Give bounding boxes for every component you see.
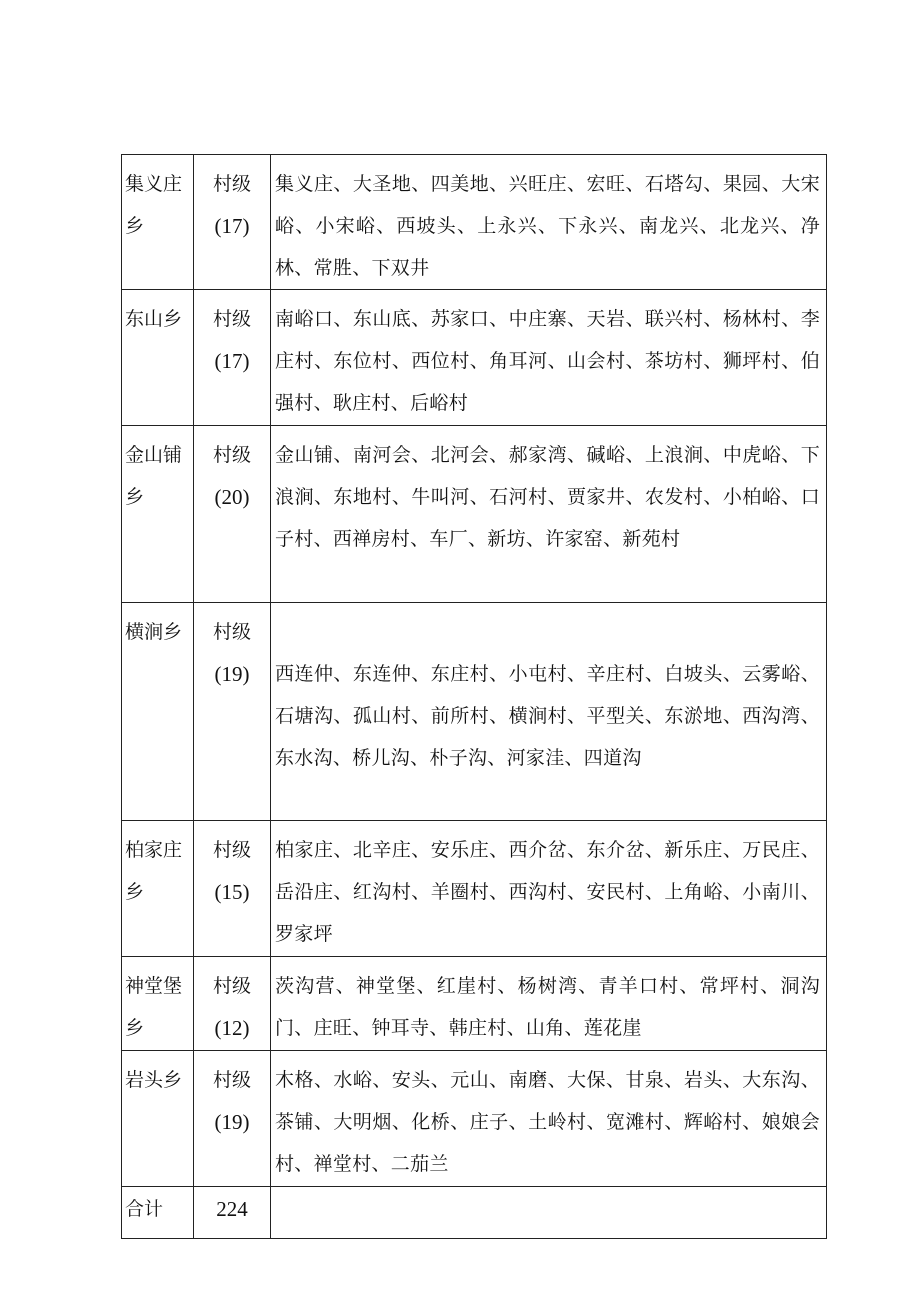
town-name-cell: 东山乡 <box>122 290 194 426</box>
table-row <box>122 426 827 603</box>
level-label: 村级 <box>212 1069 251 1091</box>
village-table <box>121 154 827 1239</box>
village-list-cell: 金山铺、南河会、北河会、郝家湾、碱峪、上浪涧、中虎峪、下浪涧、东地村、牛叫河、石河村、贾家井、农发村、小柏峪、口子村、西禅房村、车厂、新坊、许家窑、新苑村 <box>271 426 827 603</box>
village-count-cell <box>194 603 271 821</box>
village-count-cell <box>194 426 271 603</box>
village-count: (12) <box>214 1016 250 1040</box>
town-name-cell: 岩头乡 <box>122 1051 194 1187</box>
level-label: 村级 <box>212 621 251 643</box>
table-row <box>122 603 827 821</box>
level-label: 村级 <box>212 839 251 861</box>
town-name-cell: 横涧乡 <box>122 603 194 821</box>
town-name-cell: 集义庄乡 <box>122 155 194 290</box>
village-count-cell <box>194 957 271 1051</box>
total-label: 合计 <box>122 1187 194 1239</box>
town-name-cell: 柏家庄乡 <box>122 821 194 957</box>
level-label: 村级 <box>212 173 251 195</box>
village-list-cell: 柏家庄、北辛庄、安乐庄、西介岔、东介岔、新乐庄、万民庄、岳沿庄、红沟村、羊圈村、西沟村、安民村、上角峪、小南川、罗家坪 <box>271 821 827 957</box>
village-list-cell: 西连仲、东连仲、东庄村、小屯村、辛庄村、白坡头、云雾峪、石塘沟、孤山村、前所村、横涧村、平型关、东淤地、西沟湾、东水沟、桥儿沟、朴子沟、河家洼、四道沟 <box>271 603 827 821</box>
table-row <box>122 1051 827 1187</box>
table-row <box>122 821 827 957</box>
village-count: (19) <box>214 662 250 686</box>
level-label: 村级 <box>212 975 251 997</box>
table-row <box>122 290 827 426</box>
village-count-cell <box>194 821 271 957</box>
village-count: (20) <box>214 485 250 509</box>
table-row <box>122 957 827 1051</box>
village-count-cell <box>194 1051 271 1187</box>
level-label: 村级 <box>212 308 251 330</box>
village-list-cell: 木格、水峪、安头、元山、南磨、大保、甘泉、岩头、大东沟、茶铺、大明烟、化桥、庄子、土岭村、宽滩村、辉峪村、娘娘会村、禅堂村、二茄兰 <box>271 1051 827 1187</box>
village-count-cell <box>194 155 271 290</box>
table-row <box>122 155 827 290</box>
level-label: 村级 <box>212 444 251 466</box>
town-name-cell: 金山铺乡 <box>122 426 194 603</box>
village-count: (17) <box>214 214 250 238</box>
village-count: (15) <box>214 880 250 904</box>
village-list-cell: 集义庄、大圣地、四美地、兴旺庄、宏旺、石塔勾、果园、大宋峪、小宋峪、西坡头、上永兴、下永兴、南龙兴、北龙兴、净林、常胜、下双井 <box>271 155 827 290</box>
village-count: (19) <box>214 1110 250 1134</box>
village-count: (17) <box>214 349 250 373</box>
village-count-cell <box>194 290 271 426</box>
village-list-cell: 南峪口、东山底、苏家口、中庄寨、天岩、联兴村、杨林村、李庄村、东位村、西位村、角耳河、山会村、茶坊村、狮坪村、伯强村、耿庄村、后峪村 <box>271 290 827 426</box>
town-name-cell: 神堂堡乡 <box>122 957 194 1051</box>
village-list-cell: 茨沟营、神堂堡、红崖村、杨树湾、青羊口村、常坪村、洞沟门、庄旺、钟耳寺、韩庄村、山角、莲花崖 <box>271 957 827 1051</box>
total-row <box>122 1187 827 1239</box>
total-villages-cell <box>271 1187 827 1239</box>
total-count: 224 <box>194 1187 271 1239</box>
